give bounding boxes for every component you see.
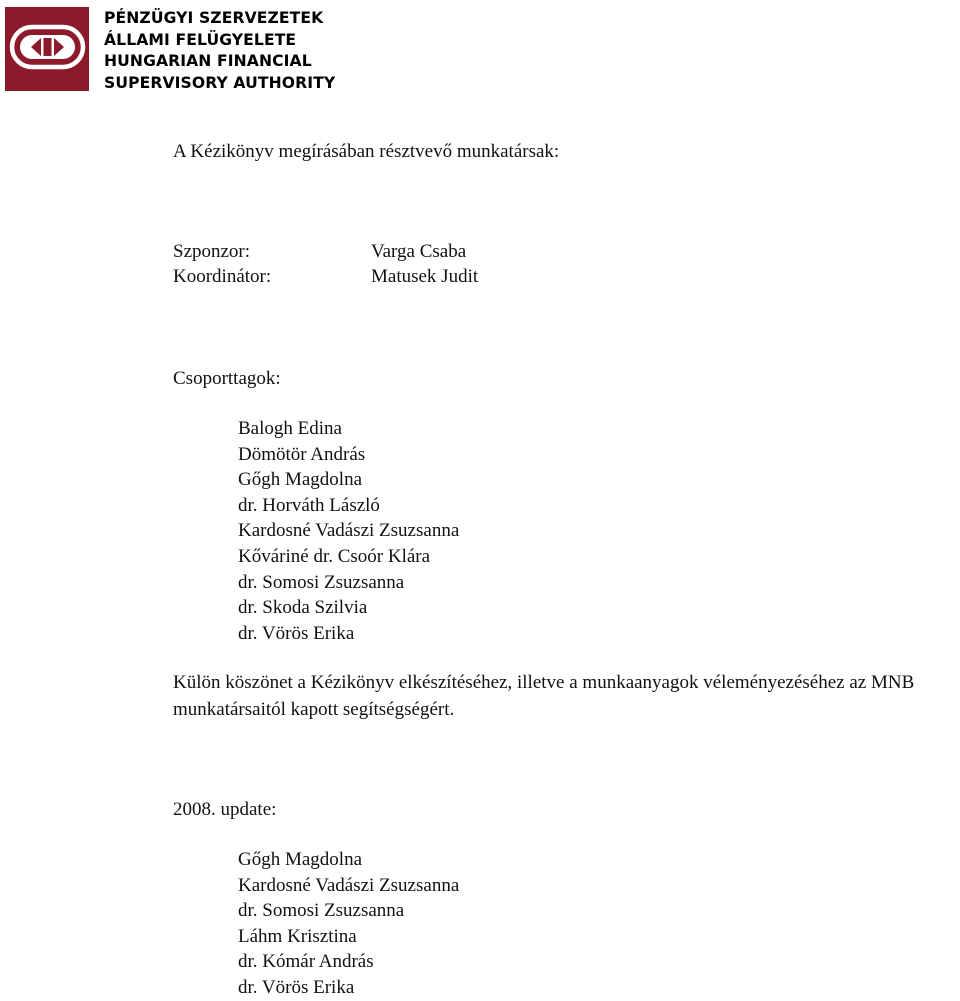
list-item: dr. Somosi Zsuzsanna [238, 900, 405, 922]
org-name-line: HUNGARIAN FINANCIAL [104, 52, 312, 70]
list-item: Láhm Krisztina [238, 925, 357, 947]
group-heading: Csoporttagok: [173, 368, 281, 389]
list-item: dr. Skoda Szilvia [238, 597, 368, 619]
list-item: Kardosné Vadászi Zsuzsanna [238, 520, 460, 542]
list-item: dr. Somosi Zsuzsanna [238, 571, 405, 593]
org-name-line: PÉNZÜGYI SZERVEZETEK [104, 9, 324, 27]
organization-name [104, 8, 335, 94]
list-item: Gőgh Magdolna [238, 849, 363, 870]
coordinator-value: Matusek Judit [371, 266, 479, 287]
list-item: Kőváriné dr. Csoór Klára [238, 545, 431, 567]
org-name-line: SUPERVISORY AUTHORITY [104, 73, 336, 92]
psfa-logo-icon [5, 7, 89, 91]
update-heading: 2008. update: [173, 799, 277, 820]
list-item: Kardosné Vadászi Zsuzsanna [238, 874, 460, 896]
update-member-list [238, 847, 459, 1001]
group-member-list [238, 416, 459, 646]
list-item: dr. Kómár András [238, 951, 374, 973]
sponsor-value: Varga Csaba [371, 241, 467, 262]
list-item: Balogh Edina [238, 418, 342, 439]
acknowledgement-paragraph: Külön köszönet a Kézikönyv elkészítéséhez, illetve a munkaanyagok véleményezéséhez az MNB munkatársaitól kapott segítségségért. [173, 672, 915, 720]
intro-heading: A Kézikönyv megírásában résztvevő munkatársak: [173, 141, 560, 162]
org-name-line: ÁLLAMI FELÜGYELETE [104, 30, 297, 49]
coordinator-label: Koordinátor: [173, 266, 272, 287]
list-item: Gőgh Magdolna [238, 469, 363, 491]
list-item: dr. Vörös Erika [238, 622, 355, 644]
list-item: dr. Vörös Erika [238, 976, 355, 998]
list-item: dr. Horváth László [238, 494, 380, 516]
list-item: Dömötör András [238, 443, 366, 465]
sponsor-label: Szponzor: [173, 241, 251, 262]
